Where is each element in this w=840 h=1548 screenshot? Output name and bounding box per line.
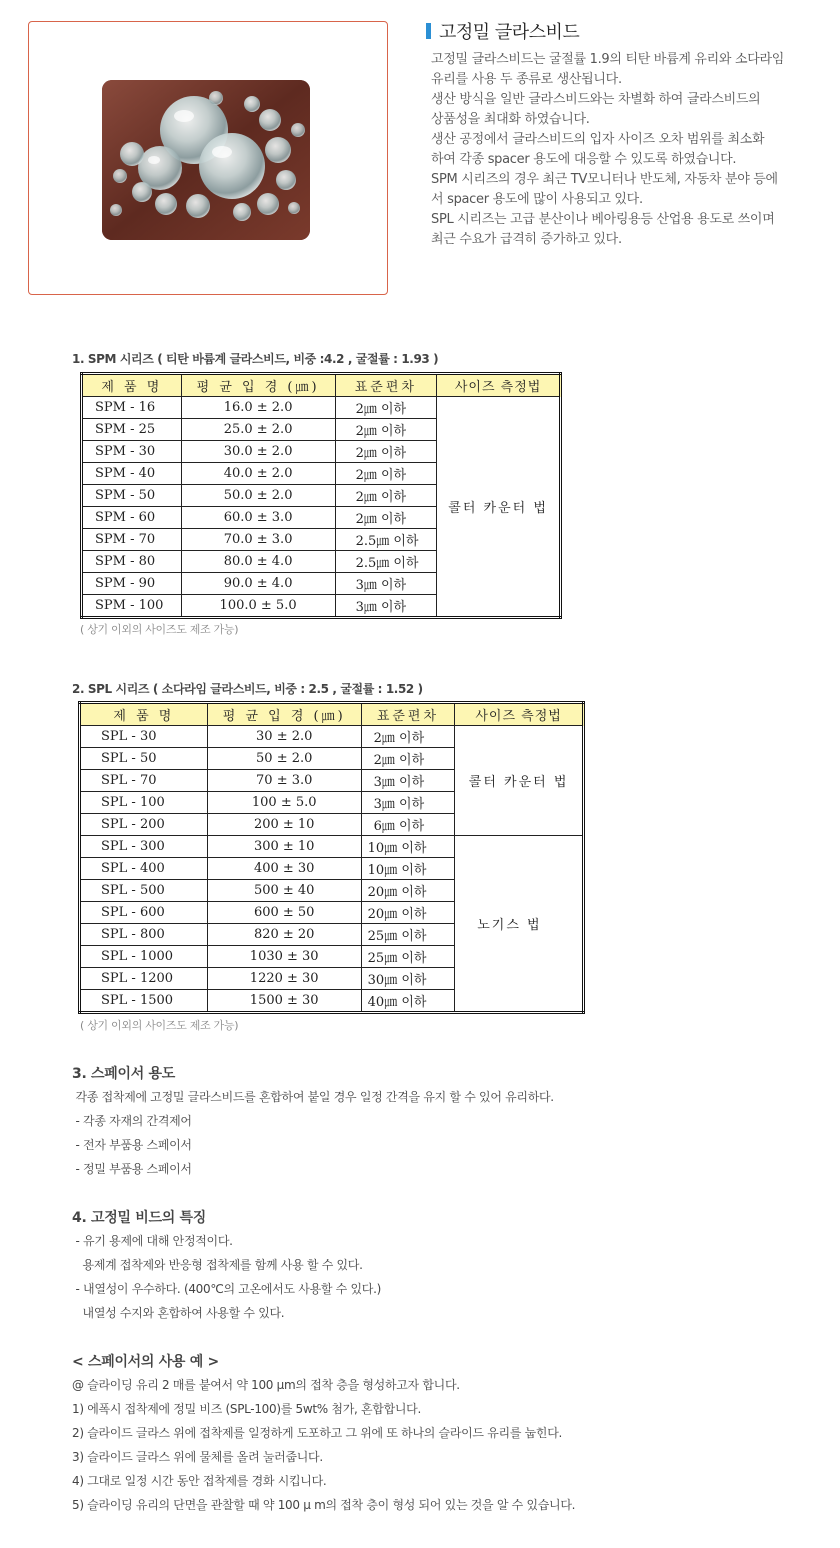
- header-product-name: 제 품 명: [80, 703, 208, 726]
- product-name: SPM - 90: [82, 573, 182, 595]
- product-name: SPM - 80: [82, 551, 182, 573]
- std-dev: 2.5㎛ 이하: [335, 529, 437, 551]
- product-name: SPL - 1500: [80, 990, 208, 1013]
- section-line: 각종 접착제에 고정밀 글라스비드를 혼합하여 붙일 경우 일정 간격을 유지 할 수 있어 유리하다.: [72, 1090, 554, 1104]
- intro-title: 고정밀 글라스비드: [426, 19, 806, 43]
- product-name: SPM - 16: [82, 397, 182, 419]
- std-dev: 10㎛ 이하: [361, 858, 455, 880]
- section-line: 2) 슬라이드 글라스 위에 접착제를 일정하게 도포하고 그 위에 또 하나의 슬라이드 유리를 눕힌다.: [72, 1426, 563, 1440]
- mean-diameter: 1030 ± 30: [207, 946, 361, 968]
- header-product-name: 제 품 명: [82, 374, 182, 397]
- mean-diameter: 820 ± 20: [207, 924, 361, 946]
- std-dev: 25㎛ 이하: [361, 946, 455, 968]
- section-line: - 각종 자재의 간격제어: [72, 1114, 192, 1128]
- section-line: 5) 슬라이딩 유리의 단면을 관찰할 때 약 100 μ m의 접착 층이 형성 되어 있는 것을 알 수 있습니다.: [72, 1498, 576, 1512]
- measure-method: 노기스 법: [455, 836, 584, 1013]
- std-dev: 30㎛ 이하: [361, 968, 455, 990]
- mean-diameter: 200 ± 10: [207, 814, 361, 836]
- intro-line: 최근 수요가 급격히 증가하고 있다.: [431, 232, 622, 247]
- spl-series-title: 2. SPL 시리즈 ( 소다라임 글라스비드, 비중 : 2.5 , 굴절률 : 1.52 ): [72, 682, 423, 696]
- mean-diameter: 50.0 ± 2.0: [181, 485, 335, 507]
- spm-spec-table: [80, 372, 562, 619]
- std-dev: 2㎛ 이하: [335, 463, 437, 485]
- spacer-use-section: [72, 1063, 812, 1181]
- product-name: SPM - 100: [82, 595, 182, 618]
- table-row: [80, 836, 584, 858]
- measure-method: 콜터 카운터 법: [437, 397, 561, 618]
- measure-method: 콜터 카운터 법: [455, 726, 584, 836]
- mean-diameter: 30 ± 2.0: [207, 726, 361, 748]
- header-std-dev: 표준편차: [361, 703, 455, 726]
- std-dev: 2㎛ 이하: [361, 748, 455, 770]
- product-name: SPM - 30: [82, 441, 182, 463]
- mean-diameter: 70 ± 3.0: [207, 770, 361, 792]
- spm-series-title: 1. SPM 시리즈 ( 티탄 바륨계 글라스비드, 비중 :4.2 , 굴절률 : 1.93 ): [72, 352, 439, 366]
- intro-line: 상품성을 최대화 하였습니다.: [431, 112, 590, 127]
- product-name: SPL - 30: [80, 726, 208, 748]
- product-name: SPM - 50: [82, 485, 182, 507]
- mean-diameter: 300 ± 10: [207, 836, 361, 858]
- std-dev: 2㎛ 이하: [335, 419, 437, 441]
- product-name: SPL - 50: [80, 748, 208, 770]
- section-line: 4) 그대로 일정 시간 동안 접착제를 경화 시킵니다.: [72, 1474, 327, 1488]
- section-line: - 유기 용제에 대해 안정적이다.: [72, 1234, 233, 1248]
- section-line: - 내열성이 우수하다. (400℃의 고온에서도 사용할 수 있다.): [72, 1282, 381, 1296]
- product-name: SPL - 70: [80, 770, 208, 792]
- product-name: SPL - 100: [80, 792, 208, 814]
- section-line: - 전자 부품용 스페이서: [72, 1138, 192, 1152]
- section-title: < 스페이서의 사용 예 >: [72, 1354, 219, 1370]
- table-header-row: [82, 374, 561, 397]
- intro-line: 생산 방식을 일반 글라스비드와는 차별화 하여 글라스비드의: [431, 92, 761, 107]
- std-dev: 6㎛ 이하: [361, 814, 455, 836]
- spm-note: ( 상기 이외의 사이즈도 제조 가능): [80, 623, 239, 636]
- intro-body: [426, 50, 806, 250]
- std-dev: 10㎛ 이하: [361, 836, 455, 858]
- std-dev: 3㎛ 이하: [361, 792, 455, 814]
- title-bar-icon: [426, 23, 431, 39]
- header-std-dev: 표준편차: [335, 374, 437, 397]
- product-name: SPM - 60: [82, 507, 182, 529]
- mean-diameter: 60.0 ± 3.0: [181, 507, 335, 529]
- std-dev: 3㎛ 이하: [335, 595, 437, 618]
- product-name: SPL - 500: [80, 880, 208, 902]
- spl-spec-table: [78, 701, 585, 1014]
- mean-diameter: 25.0 ± 2.0: [181, 419, 335, 441]
- mean-diameter: 100 ± 5.0: [207, 792, 361, 814]
- mean-diameter: 1500 ± 30: [207, 990, 361, 1013]
- section-title: 4. 고정밀 비드의 특징: [72, 1210, 206, 1226]
- mean-diameter: 400 ± 30: [207, 858, 361, 880]
- mean-diameter: 30.0 ± 2.0: [181, 441, 335, 463]
- mean-diameter: 16.0 ± 2.0: [181, 397, 335, 419]
- intro-line: SPM 시리즈의 경우 최근 TV모니터나 반도체, 자동차 분야 등에: [431, 172, 778, 187]
- std-dev: 25㎛ 이하: [361, 924, 455, 946]
- section-line: 내열성 수지와 혼합하여 사용할 수 있다.: [72, 1306, 285, 1320]
- mean-diameter: 1220 ± 30: [207, 968, 361, 990]
- mean-diameter: 70.0 ± 3.0: [181, 529, 335, 551]
- std-dev: 20㎛ 이하: [361, 880, 455, 902]
- mean-diameter: 40.0 ± 2.0: [181, 463, 335, 485]
- product-name: SPL - 300: [80, 836, 208, 858]
- std-dev: 20㎛ 이하: [361, 902, 455, 924]
- mean-diameter: 600 ± 50: [207, 902, 361, 924]
- section-line: 1) 에폭시 접착제에 정밀 비즈 (SPL-100)를 5wt% 첨가, 혼합합니다.: [72, 1402, 421, 1416]
- header-mean-diameter: 평 균 입 경 (㎛): [207, 703, 361, 726]
- table-row: [82, 397, 561, 419]
- std-dev: 3㎛ 이하: [361, 770, 455, 792]
- intro-line: 고정밀 글라스비드는 굴절률 1.9의 티탄 바륨계 유리와 소다라임: [431, 52, 785, 67]
- intro-line: 하여 각종 spacer 용도에 대응할 수 있도록 하였습니다.: [431, 152, 737, 167]
- mean-diameter: 50 ± 2.0: [207, 748, 361, 770]
- product-name: SPL - 1000: [80, 946, 208, 968]
- std-dev: 40㎛ 이하: [361, 990, 455, 1013]
- mean-diameter: 90.0 ± 4.0: [181, 573, 335, 595]
- header-measure-method: 사이즈 측정법: [437, 374, 561, 397]
- features-section: [72, 1207, 812, 1325]
- product-name: SPM - 70: [82, 529, 182, 551]
- intro-line: 유리를 사용 두 종류로 생산됩니다.: [431, 72, 622, 87]
- std-dev: 2㎛ 이하: [335, 397, 437, 419]
- intro-section: [426, 19, 806, 250]
- product-name: SPL - 600: [80, 902, 208, 924]
- section-line: 3) 슬라이드 글라스 위에 물체를 올려 눌러줍니다.: [72, 1450, 323, 1464]
- product-name: SPL - 400: [80, 858, 208, 880]
- product-name: SPL - 1200: [80, 968, 208, 990]
- std-dev: 2.5㎛ 이하: [335, 551, 437, 573]
- product-name: SPM - 40: [82, 463, 182, 485]
- intro-line: SPL 시리즈는 고급 분산이나 베아링용등 산업용 용도로 쓰이며: [431, 212, 775, 227]
- mean-diameter: 500 ± 40: [207, 880, 361, 902]
- header-mean-diameter: 평 균 입 경 (㎛): [181, 374, 335, 397]
- std-dev: 2㎛ 이하: [335, 507, 437, 529]
- product-photo-frame: [28, 21, 388, 295]
- product-name: SPL - 800: [80, 924, 208, 946]
- section-title: 3. 스페이서 용도: [72, 1066, 175, 1082]
- section-line: 용제계 접착제와 반응형 접착제를 함께 사용 할 수 있다.: [72, 1258, 363, 1272]
- section-line: @ 슬라이딩 유리 2 매를 붙여서 약 100 μm의 접착 층을 형성하고자 합니다.: [72, 1378, 460, 1392]
- product-name: SPM - 25: [82, 419, 182, 441]
- table-row: [80, 726, 584, 748]
- intro-line: 생산 공정에서 글라스비드의 입자 사이즈 오차 범위를 최소화: [431, 132, 765, 147]
- intro-line: 서 spacer 용도에 많이 사용되고 있다.: [431, 192, 643, 207]
- mean-diameter: 100.0 ± 5.0: [181, 595, 335, 618]
- spl-note: ( 상기 이외의 사이즈도 제조 가능): [80, 1019, 239, 1032]
- mean-diameter: 80.0 ± 4.0: [181, 551, 335, 573]
- std-dev: 2㎛ 이하: [361, 726, 455, 748]
- std-dev: 2㎛ 이하: [335, 441, 437, 463]
- product-name: SPL - 200: [80, 814, 208, 836]
- std-dev: 3㎛ 이하: [335, 573, 437, 595]
- usage-example-section: [72, 1351, 812, 1517]
- table-header-row: [80, 703, 584, 726]
- section-line: - 정밀 부품용 스페이서: [72, 1162, 192, 1176]
- header-measure-method: 사이즈 측정법: [455, 703, 584, 726]
- std-dev: 2㎛ 이하: [335, 485, 437, 507]
- glass-beads-photo: [102, 80, 310, 240]
